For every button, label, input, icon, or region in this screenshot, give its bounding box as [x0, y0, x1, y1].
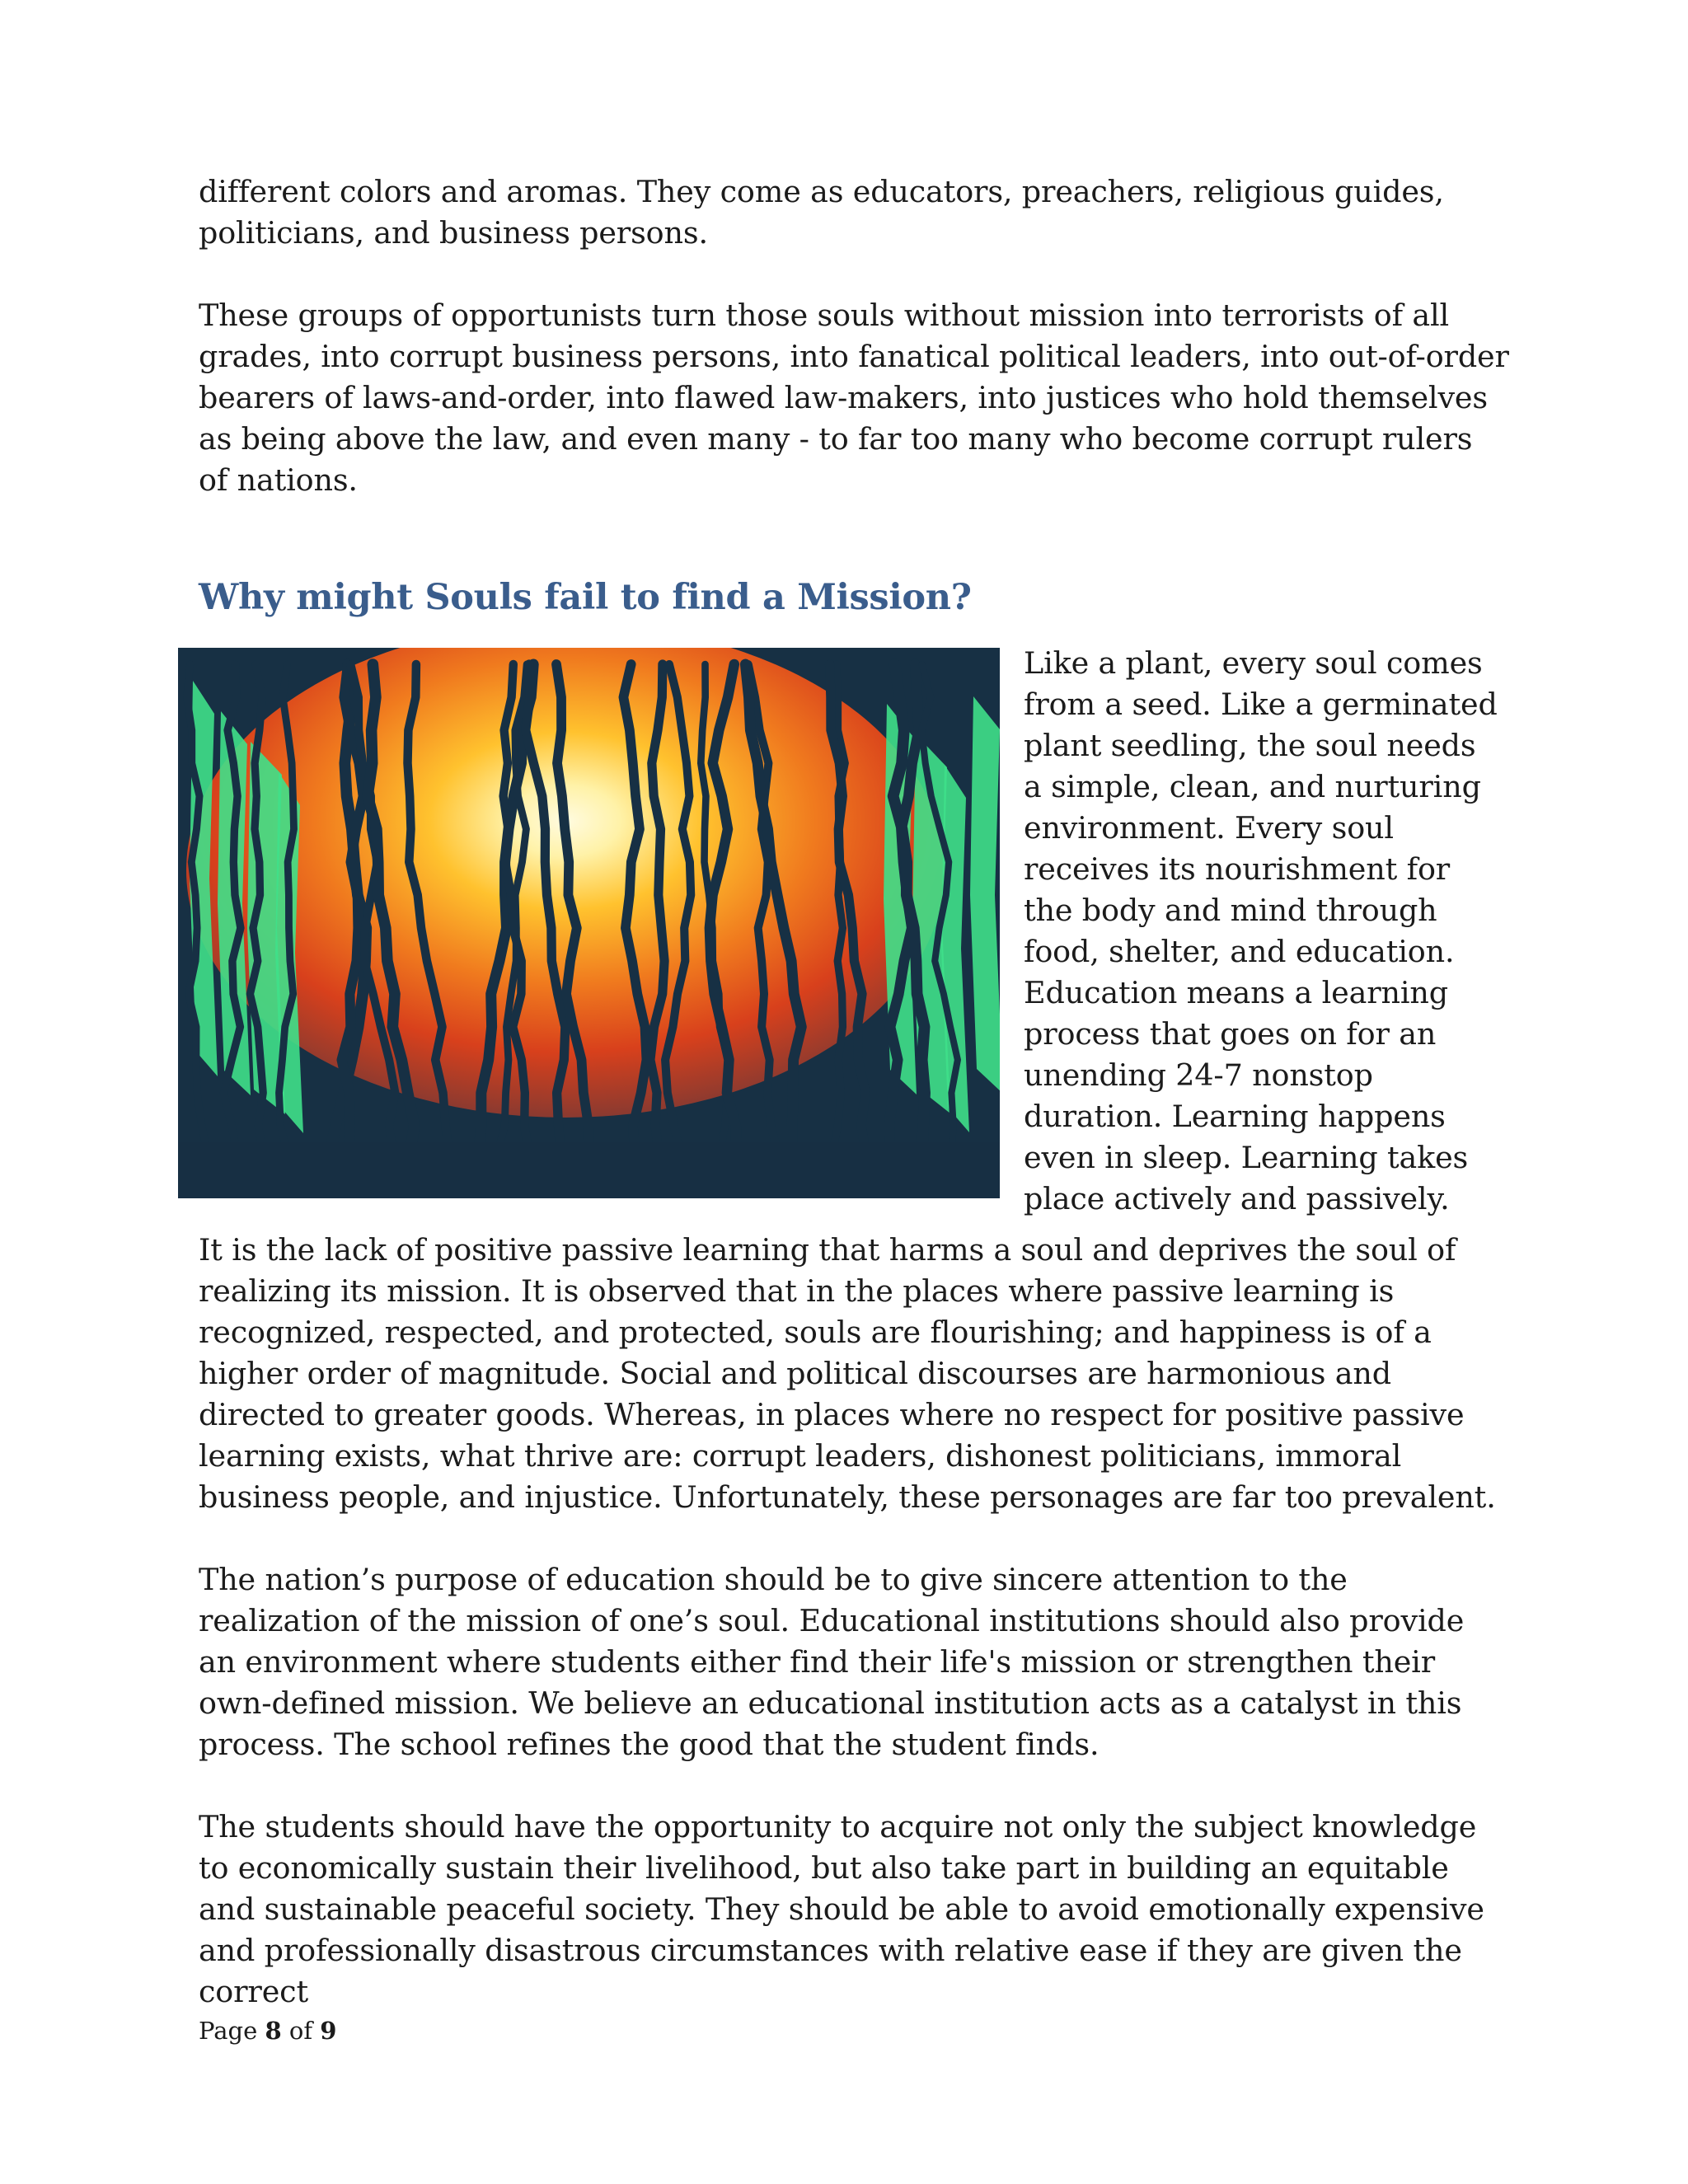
paragraph-3: It is the lack of positive passive learning that harms a soul and deprives the soul of realizing its mission. It is observed that in the places where passive learning is recognized, respected, and protected, souls are flourishing; and happiness is of a higher order of magnitude. Social and political discourses are harmonious and directed to greater goods. Whereas, in places where no respect for positive passive learning exists, what thrive are: corrupt leaders, dishonest politicians, immoral business people, and injustice. Unfortunately, these personages are far too prevalent.	[199, 1232, 1496, 1515]
side-paragraph: Like a plant, every soul comes from a seed. Like a germinated plant seedling, the soul needs a simple, clean, and nurturing environment. Every soul receives its nourishment for the body and mind through food, shelter, and education. Education means a learning process that goes on for an unending 24-7 nonstop duration. Learning happens even in sleep. Learning takes place actively and passively.	[1024, 645, 1498, 1216]
page-label: Page	[199, 2017, 258, 2045]
total-pages: 9	[320, 2017, 337, 2045]
painting-graphic	[178, 648, 1000, 1198]
paragraph-1: different colors and aromas. They come as educators, preachers, religious guides, politicians, and business persons.	[199, 174, 1444, 251]
section-heading: Why might Souls fail to find a Mission?	[199, 577, 972, 618]
abstract-painting-image	[178, 648, 1000, 1198]
figure-row	[199, 643, 1509, 1230]
paragraph-5: The students should have the opportunity to acquire not only the subject knowledge to economically sustain their livelihood, but also take part in building an equitable and sustainable peaceful society. They should be able to avoid emotionally expensive and professionally disastrous circumstances with relative ease if they are given the correct	[199, 1809, 1484, 2009]
page-of: of	[288, 2017, 313, 2045]
paragraph-4: The nation’s purpose of education should be to give sincere attention to the realization of the mission of one’s soul. Educational institutions should also provide an environment where students either find their life's mission or strengthen their own-defined mission. We believe an educational institution acts as a catalyst in this process. The school refines the good that the student finds.	[199, 1562, 1465, 1762]
page-number	[199, 2014, 336, 2047]
current-page: 8	[265, 2017, 282, 2045]
page-content	[199, 171, 1509, 2013]
paragraph-2: These groups of opportunists turn those souls without mission into terrorists of all grades, into corrupt business persons, into fanatical political leaders, into out-of-order bearers of laws-and-order, into flawed law-makers, into justices who hold themselves as being above the law, and even many - to far too many who become corrupt rulers of nations.	[199, 298, 1509, 498]
